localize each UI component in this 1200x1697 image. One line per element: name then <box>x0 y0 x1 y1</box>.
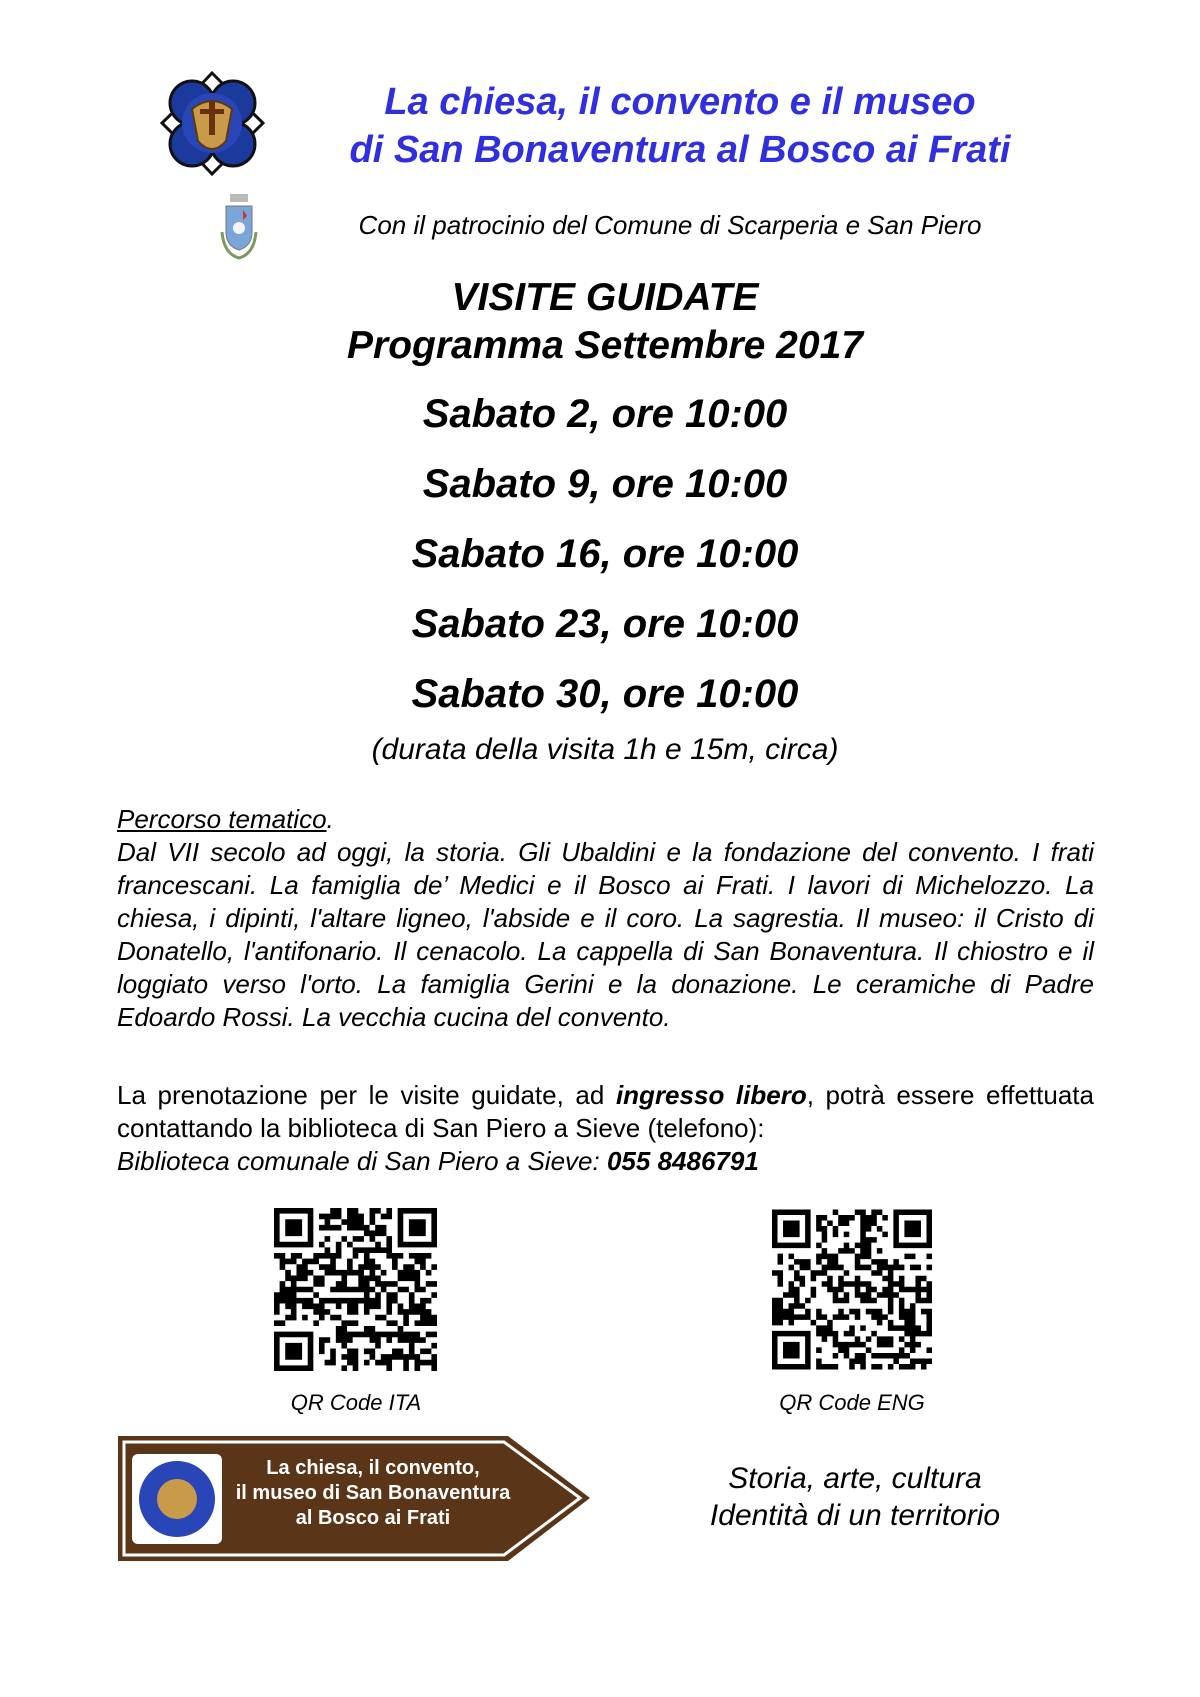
qr-label-eng: QR Code ENG <box>779 1390 925 1415</box>
sign-line: La chiesa, il convento, <box>266 1457 480 1479</box>
qr-label-ita: QR Code ITA <box>290 1390 422 1415</box>
booking-text: La prenotazione per le visite guidate, ad <box>117 1080 616 1110</box>
slogan-line-1: Storia, arte, cultura <box>728 1462 982 1495</box>
visit-date: Sabato 9, ore 10:00 <box>422 462 788 506</box>
program-subheading: Programma Settembre 2017 <box>347 324 863 367</box>
brown-direction-sign <box>118 1436 590 1561</box>
visit-date: Sabato 16, ore 10:00 <box>411 532 799 576</box>
sign-line: al Bosco ai Frati <box>295 1507 451 1529</box>
visit-duration: (durata della visita 1h e 15m, circa) <box>371 733 839 766</box>
visit-date: Sabato 2, ore 10:00 <box>422 392 788 436</box>
visit-date: Sabato 23, ore 10:00 <box>411 602 799 646</box>
visit-date: Sabato 30, ore 10:00 <box>411 672 799 716</box>
qr-code-ita[interactable] <box>273 1208 438 1371</box>
sign-text <box>218 1456 528 1531</box>
route-description: Dal VII secolo ad oggi, la storia. Gli Ubaldini e la fondazione del convento. I frati francescani. La famiglia de’ Medici e il Bosco ai Frati. I lavori di Michelozzo. La chiesa, i dipinti, l'altare ligneo, l'abside e il coro. La sagrestia. Il museo: il Cristo di Donatello, l'antifonario. Il cenacolo. La cappella di San Bonaventura. Il chiostro e il loggiato verso l'orto. La famiglia Gerini e la donazione. Le ceramiche di Padre Edoardo Rossi. La vecchia cucina del convento. <box>117 837 1094 1032</box>
sign-line: il museo di San Bonaventura <box>235 1482 511 1504</box>
library-phone: 055 8486791 <box>606 1146 759 1176</box>
title-line-2: di San Bonaventura al Bosco ai Frati <box>349 129 1011 171</box>
title-line-1: La chiesa, il convento e il museo <box>384 81 976 123</box>
free-entry-emphasis: ingresso libero <box>615 1080 807 1110</box>
route-label-suffix: . <box>326 804 334 834</box>
patronage-text: Con il patrocinio del Comune di Scarperia e San Piero <box>358 210 982 240</box>
booking-section <box>117 1079 1094 1178</box>
qr-code-eng[interactable] <box>772 1208 932 1371</box>
library-label: Biblioteca comunale di San Piero a Sieve <box>117 1146 593 1176</box>
route-label: Percorso tematico <box>117 804 327 834</box>
slogan-line-2: Identità di un territorio <box>709 1499 1001 1532</box>
booking-text-after: , potrà essere effettuata contattando la biblioteca di San Piero a Sieve (telefono): <box>117 1080 1094 1143</box>
slogan <box>660 1460 1050 1534</box>
page-title <box>300 78 1060 174</box>
route-section <box>117 803 1094 1034</box>
program-heading: VISITE GUIDATE <box>451 276 759 319</box>
convent-logo <box>160 71 265 176</box>
municipality-coat-of-arms <box>216 192 262 262</box>
library-colon: : <box>592 1146 607 1176</box>
